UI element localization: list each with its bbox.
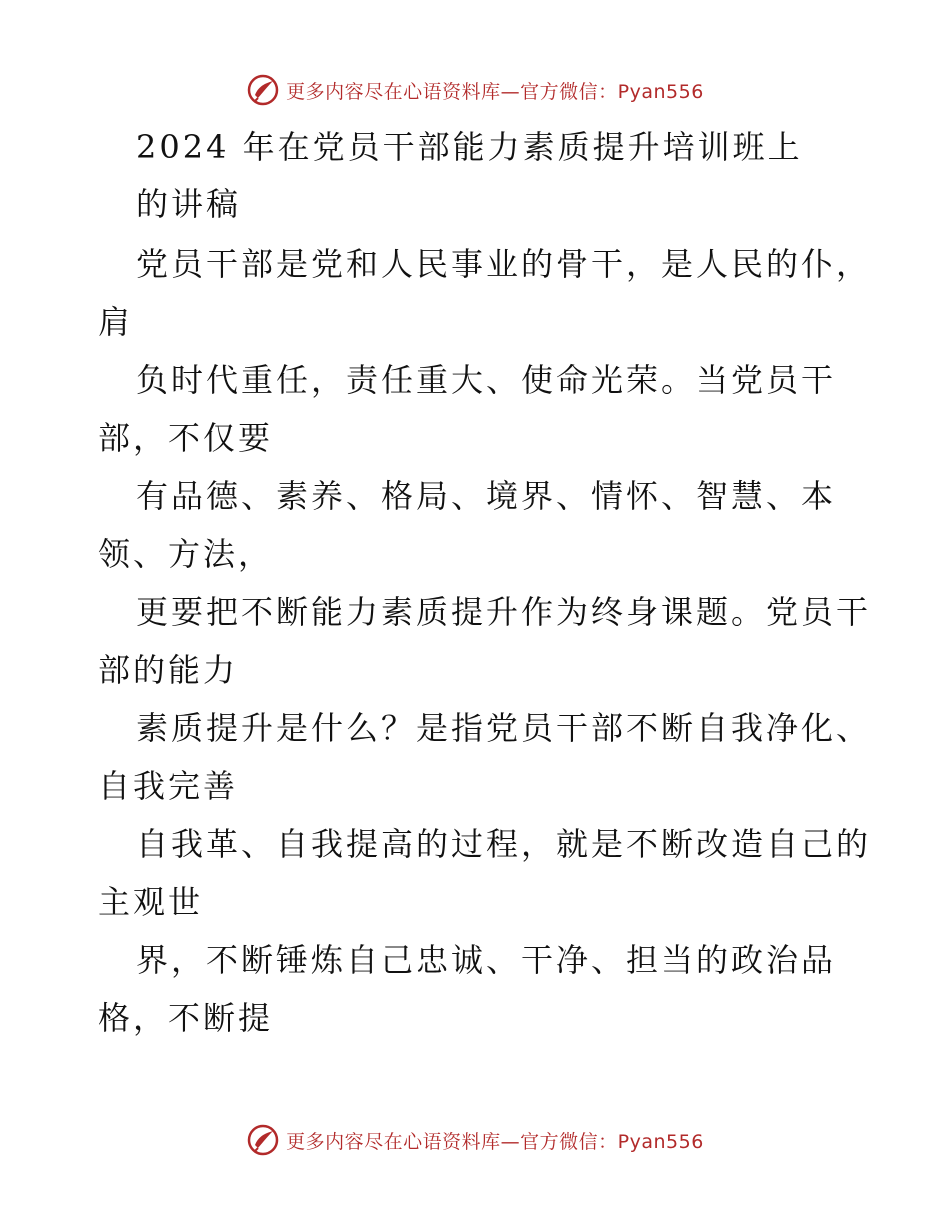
paragraph-line: 自我完善 (98, 767, 239, 805)
footer-banner (0, 1120, 950, 1160)
paragraph-line: 素质提升是什么？是指党员干部不断自我净化、 (136, 709, 872, 747)
header-text: 更多内容尽在心语资料库—官方微信：Pyan556 (286, 80, 704, 103)
logo-icon (246, 73, 280, 107)
paragraph-line: 党员干部是党和人民事业的骨干，是人民的仆， (136, 245, 872, 283)
paragraph-line: 主观世 (98, 883, 204, 921)
footer-text: 更多内容尽在心语资料库—官方微信：Pyan556 (286, 1130, 704, 1153)
paragraph-line: 有品德、素养、格局、境界、情怀、智慧、本 (136, 477, 837, 515)
header-banner (0, 70, 950, 110)
paragraph-line: 更要把不断能力素质提升作为终身课题。党员干 (136, 593, 872, 631)
paragraph-line: 肩 (98, 303, 134, 341)
paragraph-line: 部，不仅要 (98, 419, 274, 457)
paragraph-line: 界，不断锤炼自己忠诚、干净、担当的政治品 (136, 941, 837, 979)
paragraph-line: 格，不断提 (98, 999, 274, 1037)
title-line-1: 2024 年在党员干部能力素质提升培训班上 (136, 128, 803, 166)
paragraph-line: 部的能力 (98, 651, 239, 689)
paragraph-line: 负时代重任，责任重大、使命光荣。当党员干 (136, 361, 837, 399)
title-line-2: 的讲稿 (136, 185, 242, 223)
paragraph-line: 领、方法， (98, 535, 274, 573)
logo-icon (246, 1123, 280, 1157)
paragraph-line: 自我革、自我提高的过程，就是不断改造自己的 (136, 825, 872, 863)
